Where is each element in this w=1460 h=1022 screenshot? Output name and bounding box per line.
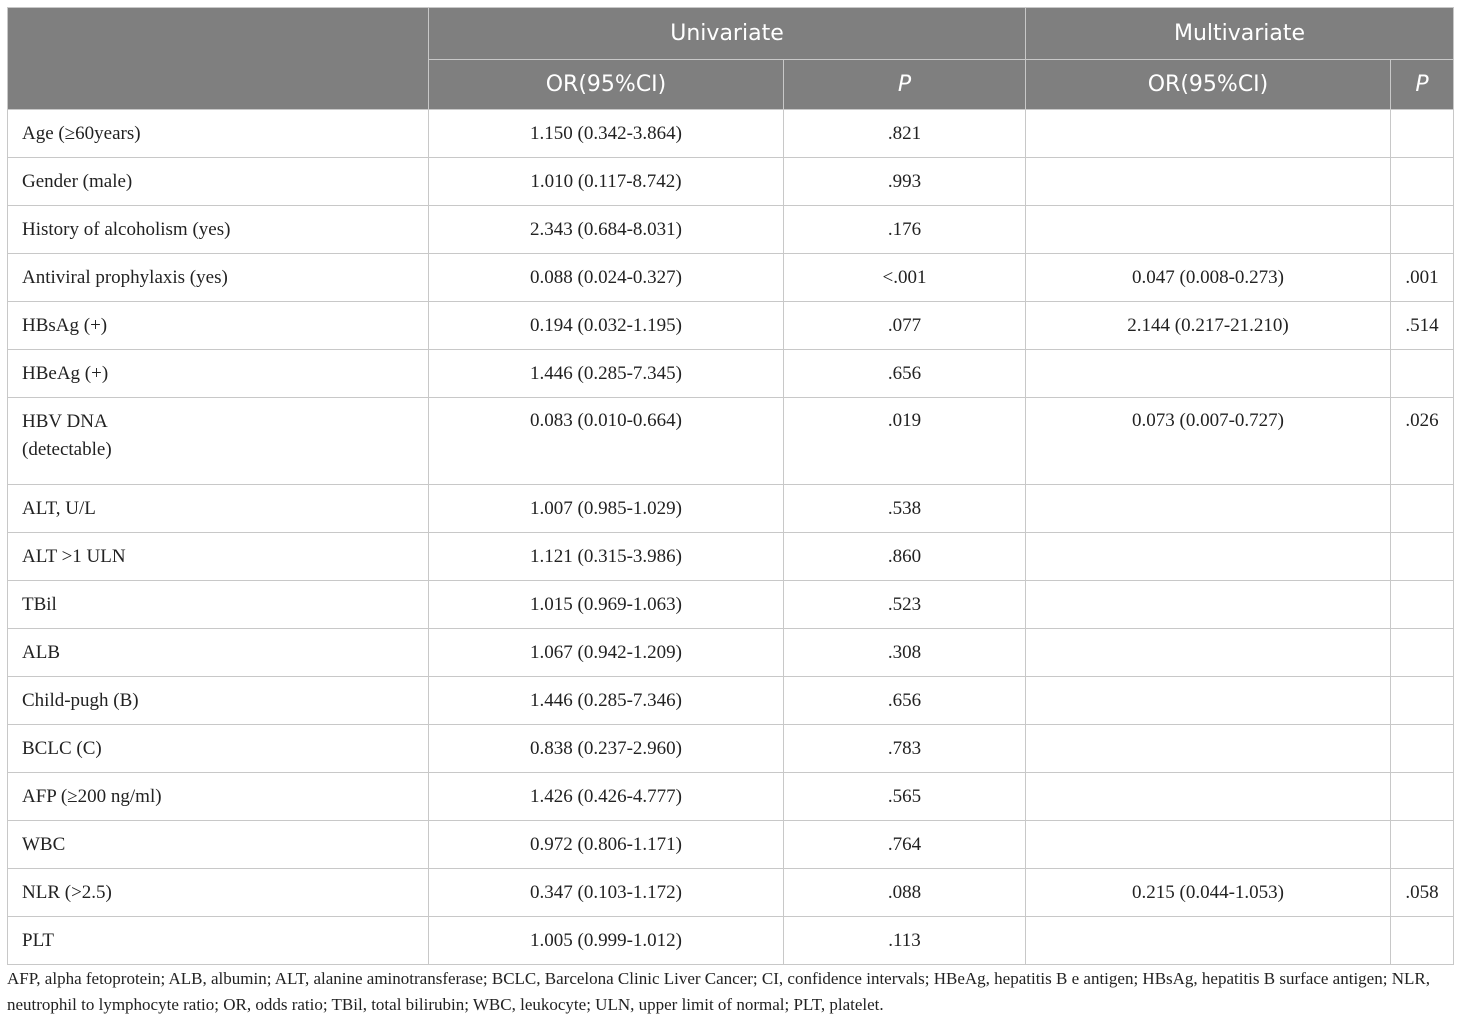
multi-or-cell <box>1026 350 1391 398</box>
uni-or-cell: 1.067 (0.942-1.209) <box>429 629 784 677</box>
uni-or-cell: 1.426 (0.426-4.777) <box>429 773 784 821</box>
uni-p-cell: .538 <box>784 485 1026 533</box>
uni-or-cell: 1.007 (0.985-1.029) <box>429 485 784 533</box>
multi-p-cell <box>1391 629 1454 677</box>
multi-p-cell <box>1391 581 1454 629</box>
uni-or-cell: 1.446 (0.285-7.346) <box>429 677 784 725</box>
uni-p-cell: .860 <box>784 533 1026 581</box>
multi-or-cell <box>1026 581 1391 629</box>
uni-or-cell: 1.005 (0.999-1.012) <box>429 917 784 965</box>
multi-or-cell <box>1026 821 1391 869</box>
multi-or-cell <box>1026 677 1391 725</box>
uni-or-cell: 0.347 (0.103-1.172) <box>429 869 784 917</box>
multi-p-cell <box>1391 725 1454 773</box>
multi-or-cell <box>1026 206 1391 254</box>
uni-p-cell: .821 <box>784 110 1026 158</box>
row-label: ALT, U/L <box>8 485 429 533</box>
table-row <box>8 206 1454 254</box>
multi-p-cell: .514 <box>1391 302 1454 350</box>
header-multi-or: OR(95%CI) <box>1026 60 1391 110</box>
row-label: Age (≥60years) <box>8 110 429 158</box>
multi-p-cell <box>1391 158 1454 206</box>
table-row <box>8 302 1454 350</box>
multi-p-cell <box>1391 485 1454 533</box>
multi-or-cell: 0.073 (0.007-0.727) <box>1026 398 1391 485</box>
row-label: ALT >1 ULN <box>8 533 429 581</box>
header-row-groups <box>8 8 1454 60</box>
row-label <box>8 398 429 485</box>
uni-p-cell: .783 <box>784 725 1026 773</box>
table-footnote: AFP, alpha fetoprotein; ALB, albumin; ALT, alanine aminotransferase; BCLC, Barcelona Clinic Liver Cancer; CI, confidence intervals; HBeAg, hepatitis B e antigen; HBsAg, hepatitis B surface antigen; NLR, neutrophil to lymphocyte ratio; OR, odds ratio; TBil, total bilirubin; WBC, leukocyte; ULN, upper limit of normal; PLT, platelet. <box>7 969 1430 1014</box>
uni-p-cell: .019 <box>784 398 1026 485</box>
uni-or-cell: 0.083 (0.010-0.664) <box>429 398 784 485</box>
uni-p-cell: .656 <box>784 677 1026 725</box>
multi-p-cell <box>1391 350 1454 398</box>
row-label: WBC <box>8 821 429 869</box>
multi-p-cell: .026 <box>1391 398 1454 485</box>
row-label-line1: HBV DNA <box>22 411 108 432</box>
table-row <box>8 581 1454 629</box>
row-label: HBsAg (+) <box>8 302 429 350</box>
uni-p-cell: .764 <box>784 821 1026 869</box>
multi-or-cell <box>1026 485 1391 533</box>
uni-p-cell: .308 <box>784 629 1026 677</box>
row-label-line2: (detectable) <box>22 439 112 460</box>
multi-p-cell <box>1391 533 1454 581</box>
multi-p-cell: .001 <box>1391 254 1454 302</box>
table-row <box>8 629 1454 677</box>
uni-p-cell: .088 <box>784 869 1026 917</box>
uni-or-cell: 0.838 (0.237-2.960) <box>429 725 784 773</box>
multi-or-cell <box>1026 629 1391 677</box>
header-multi-p: P <box>1391 60 1454 110</box>
uni-or-cell: 0.088 (0.024-0.327) <box>429 254 784 302</box>
header-multivariate: Multivariate <box>1026 8 1454 60</box>
uni-p-cell: .523 <box>784 581 1026 629</box>
uni-or-cell: 0.972 (0.806-1.171) <box>429 821 784 869</box>
multi-p-cell: .058 <box>1391 869 1454 917</box>
regression-table <box>7 7 1454 965</box>
row-label: Gender (male) <box>8 158 429 206</box>
multi-or-cell: 0.215 (0.044-1.053) <box>1026 869 1391 917</box>
table-row <box>8 254 1454 302</box>
uni-or-cell: 1.015 (0.969-1.063) <box>429 581 784 629</box>
row-label: ALB <box>8 629 429 677</box>
header-uni-or: OR(95%CI) <box>429 60 784 110</box>
header-univariate: Univariate <box>429 8 1026 60</box>
uni-p-cell: .565 <box>784 773 1026 821</box>
row-label: BCLC (C) <box>8 725 429 773</box>
row-label: TBil <box>8 581 429 629</box>
row-label: Antiviral prophylaxis (yes) <box>8 254 429 302</box>
row-label: History of alcoholism (yes) <box>8 206 429 254</box>
multi-p-cell <box>1391 821 1454 869</box>
multi-or-cell <box>1026 773 1391 821</box>
multi-or-cell <box>1026 110 1391 158</box>
table-row <box>8 533 1454 581</box>
table-body <box>8 110 1454 965</box>
table-row <box>8 350 1454 398</box>
row-label: AFP (≥200 ng/ml) <box>8 773 429 821</box>
table-row <box>8 485 1454 533</box>
table-row <box>8 398 1454 485</box>
uni-or-cell: 2.343 (0.684-8.031) <box>429 206 784 254</box>
table-row <box>8 677 1454 725</box>
table-row <box>8 869 1454 917</box>
uni-p-cell: .113 <box>784 917 1026 965</box>
uni-or-cell: 0.194 (0.032-1.195) <box>429 302 784 350</box>
multi-p-cell <box>1391 677 1454 725</box>
uni-p-cell: <.001 <box>784 254 1026 302</box>
uni-or-cell: 1.121 (0.315-3.986) <box>429 533 784 581</box>
multi-p-cell <box>1391 206 1454 254</box>
multi-or-cell: 0.047 (0.008-0.273) <box>1026 254 1391 302</box>
uni-or-cell: 1.010 (0.117-8.742) <box>429 158 784 206</box>
uni-p-cell: .656 <box>784 350 1026 398</box>
row-label: PLT <box>8 917 429 965</box>
uni-or-cell: 1.150 (0.342-3.864) <box>429 110 784 158</box>
row-label: HBeAg (+) <box>8 350 429 398</box>
uni-or-cell: 1.446 (0.285-7.345) <box>429 350 784 398</box>
uni-p-cell: .993 <box>784 158 1026 206</box>
table-row <box>8 158 1454 206</box>
header-uni-p: P <box>784 60 1026 110</box>
multi-or-cell: 2.144 (0.217-21.210) <box>1026 302 1391 350</box>
row-label: NLR (>2.5) <box>8 869 429 917</box>
multi-p-cell <box>1391 917 1454 965</box>
table-header <box>8 8 1454 110</box>
multi-or-cell <box>1026 725 1391 773</box>
multi-or-cell <box>1026 917 1391 965</box>
table-row <box>8 821 1454 869</box>
table-row <box>8 110 1454 158</box>
table-row <box>8 773 1454 821</box>
multi-p-cell <box>1391 773 1454 821</box>
header-variable-cell <box>8 8 429 110</box>
table-row <box>8 725 1454 773</box>
uni-p-cell: .077 <box>784 302 1026 350</box>
multi-or-cell <box>1026 533 1391 581</box>
table-row <box>8 917 1454 965</box>
multi-or-cell <box>1026 158 1391 206</box>
multi-p-cell <box>1391 110 1454 158</box>
uni-p-cell: .176 <box>784 206 1026 254</box>
row-label: Child-pugh (B) <box>8 677 429 725</box>
